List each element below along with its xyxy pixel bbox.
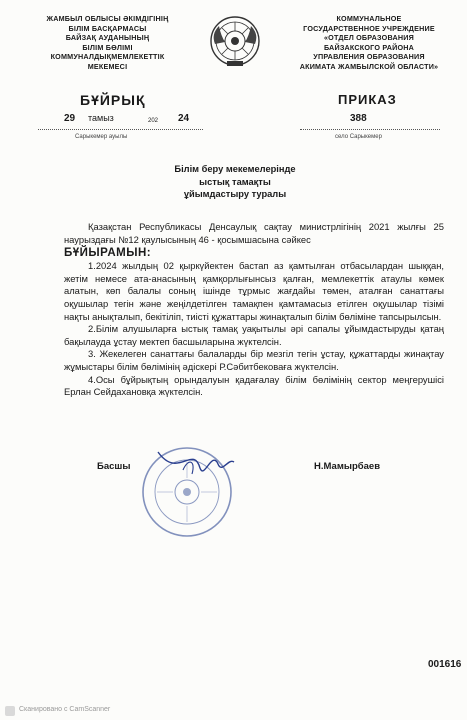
order-year: 202 (148, 118, 159, 124)
state-emblem-icon (209, 14, 261, 68)
body-item: 1.2024 жылдың 02 қыркүйектен бастап аз қамтылған отбасылардан шыққан, жетім немесе ата-анасының қамқорлығынсыз қалған, мемлекеттік атаулы көмек алатын, көп балалы соның ішінде тұрмыс жағдайы төмен, аталған санаттағы оқушылар тегін және жеңілдетілген тамақпен қамтамасыз етілген оқушылар тізімі нақты анықталып, бекітіліп, тиісті құжаттары жинақталып білім бөліміне тапсырылсын. (64, 260, 444, 322)
order-title-ru: ПРИКАЗ (338, 92, 397, 107)
city-ru: село Сарыкемер (335, 134, 382, 140)
header-left-line: БІЛІМ БАСҚАРМАСЫ (68, 23, 147, 33)
order-number-left: 24 (178, 113, 190, 124)
header-left-line: БАЙЗАҚ АУДАНЫНЫҢ (65, 33, 150, 43)
order-day: 29 (64, 113, 76, 124)
header-right-line: АКИМАТА ЖАМБЫЛСКОЙ ОБЛАСТИ» (299, 61, 439, 71)
body-intro: Қазақстан Республикасы Денсаулық сақтау министрлігінің 2021 жылғы 25 наурыздағы №12 қаулысының 46 - қосымшасына сәйкес (64, 221, 444, 245)
official-stamp-icon (138, 440, 236, 538)
body-command: БҰЙЫРАМЫН: (64, 247, 152, 260)
body-item: 3. Жекелеген санаттағы балаларды бір мезгіл тегін ұстау, құжаттарды жинақтау жұмыстары білім бөлімінің әдіскері Р.Сәбитбековаға жүктелсін. (64, 348, 444, 372)
order-number-right: 388 (350, 113, 367, 124)
signature-name: Н.Мамырбаев (314, 461, 381, 472)
city-kz: Сарыкемер ауылы (75, 134, 128, 140)
header-right-line: УПРАВЛЕНИЯ ОБРАЗОВАНИЯ (313, 52, 425, 62)
document-body (64, 221, 444, 399)
header-right-ru (279, 14, 459, 72)
header-left-line: БІЛІМ БӨЛІМІ (82, 42, 133, 52)
header-left-kz (20, 14, 195, 72)
order-title-kz: БҰЙРЫҚ (80, 92, 146, 108)
body-item: 2.Білім алушыларға ыстық тамақ уақытылы әрі сапалы ұйымдастыруды қатаң бақылауда ұстау мектеп басшыларына жүктелсін. (64, 323, 444, 347)
document-title (150, 163, 320, 201)
header-right-line: КОММУНАЛЬНОЕ (336, 14, 402, 23)
header-left-line: ЖАМБЫЛ ОБЛЫСЫ ӘКІМДІГІНІҢ (46, 14, 169, 23)
title-line: ұйымдастыру туралы (183, 189, 287, 199)
header-left-line: КОММУНАЛДЫҚМЕМЛЕКЕТТІК (50, 52, 165, 62)
serial-number: 001616 (428, 659, 462, 670)
scanner-watermark (0, 702, 467, 720)
header-left-line: МЕКЕМЕСІ (87, 61, 128, 71)
scanner-text: Сканировано с CamScanner (19, 706, 111, 713)
camscanner-icon (5, 706, 15, 716)
header-right-line: БАЙЗАКСКОГО РАЙОНА (323, 42, 415, 52)
header-right-line: ГОСУДАРСТВЕННОЕ УЧРЕЖДЕНИЕ (303, 23, 435, 33)
title-line: ыстық тамақты (199, 176, 271, 187)
signature-title: Басшы (97, 461, 131, 472)
title-line: Білім беру мекемелерінде (174, 164, 296, 174)
header-right-line: «ОТДЕЛ ОБРАЗОВАНИЯ (323, 33, 414, 43)
order-month: тамыз (88, 113, 114, 123)
order-number-line (300, 113, 440, 130)
signature-stroke (158, 452, 234, 471)
body-item: 4.Осы бұйрықтың орындалуын қадағалау білім бөлімінің сектор меңгерушісі Ерлан Сейдахановқа жүктелсін. (64, 373, 444, 398)
